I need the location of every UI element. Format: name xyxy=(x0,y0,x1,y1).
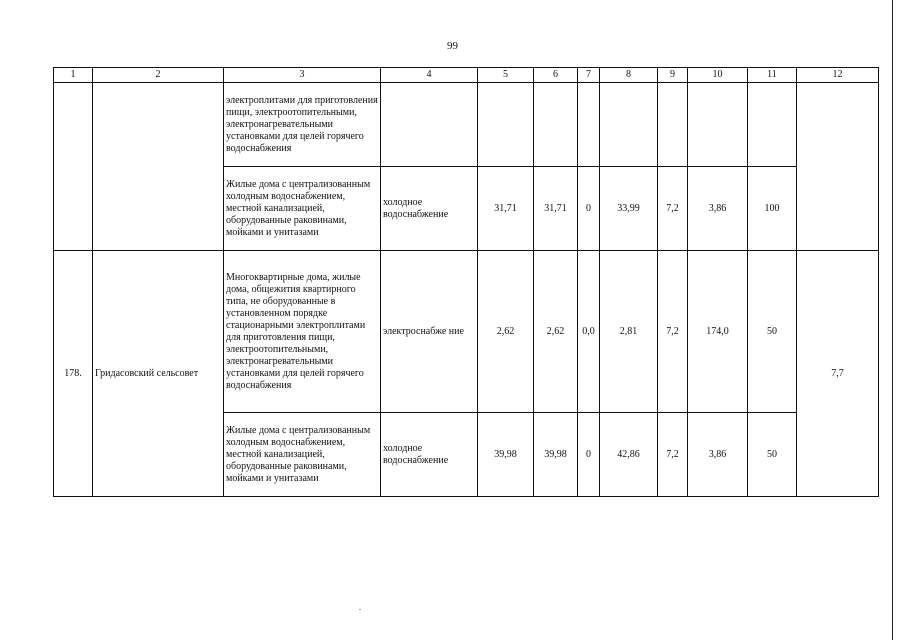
value-cell xyxy=(600,83,658,167)
column-header: 5 xyxy=(478,68,534,83)
value-cell: 0 xyxy=(578,167,600,251)
municipality-cell xyxy=(93,83,224,251)
value-cell: 33,99 xyxy=(600,167,658,251)
column-header: 3 xyxy=(224,68,381,83)
value-cell xyxy=(578,83,600,167)
value-cell: 100 xyxy=(748,167,797,251)
value-cell xyxy=(478,83,534,167)
value-cell: 0 xyxy=(578,413,600,497)
column-header: 1 xyxy=(54,68,93,83)
value-cell: 7,2 xyxy=(658,413,688,497)
value-cell xyxy=(534,83,578,167)
column-header: 11 xyxy=(748,68,797,83)
service-cell: холодное водоснабжение xyxy=(381,413,478,497)
column-header: 9 xyxy=(658,68,688,83)
row-number-cell: 178. xyxy=(54,251,93,497)
col12-cell: 7,7 xyxy=(797,251,879,497)
value-cell xyxy=(658,83,688,167)
value-cell: 2,62 xyxy=(534,251,578,413)
housing-type-cell: электроплитами для приготовления пищи, электроотопительными, электронагревательными установками для целей горячего водоснабжения xyxy=(224,83,381,167)
value-cell: 31,71 xyxy=(478,167,534,251)
table-row xyxy=(54,251,879,413)
table-row xyxy=(54,83,879,167)
service-cell: холодное водоснабжение xyxy=(381,167,478,251)
column-header: 7 xyxy=(578,68,600,83)
service-cell: электроснабже ние xyxy=(381,251,478,413)
page-edge-line xyxy=(892,0,893,640)
value-cell: 0,0 xyxy=(578,251,600,413)
value-cell xyxy=(688,83,748,167)
municipality-cell: Гридасовский сельсовет xyxy=(93,251,224,497)
page-number: 99 xyxy=(447,40,458,52)
value-cell: 3,86 xyxy=(688,167,748,251)
column-header: 12 xyxy=(797,68,879,83)
housing-type-cell: Многоквартирные дома, жилые дома, общежития квартирного типа, не оборудованные в установленном порядке стационарными электроплитами для приготовления пищи, электроотопительными, электронагревательными установками для целей горячего водоснабжения xyxy=(224,251,381,413)
value-cell: 50 xyxy=(748,413,797,497)
service-cell xyxy=(381,83,478,167)
value-cell: 39,98 xyxy=(534,413,578,497)
value-cell: 174,0 xyxy=(688,251,748,413)
housing-type-cell: Жилые дома с централизованным холодным водоснабжением, местной канализацией, оборудованные раковинами, мойками и унитазами xyxy=(224,167,381,251)
column-header: 2 xyxy=(93,68,224,83)
value-cell: 7,2 xyxy=(658,251,688,413)
value-cell: 31,71 xyxy=(534,167,578,251)
value-cell: 7,2 xyxy=(658,167,688,251)
value-cell: 42,86 xyxy=(600,413,658,497)
column-header: 10 xyxy=(688,68,748,83)
row-number-cell xyxy=(54,83,93,251)
value-cell: 39,98 xyxy=(478,413,534,497)
value-cell: 3,86 xyxy=(688,413,748,497)
column-number-row xyxy=(54,68,879,83)
data-table xyxy=(53,67,879,497)
column-header: 8 xyxy=(600,68,658,83)
scan-speck xyxy=(359,609,361,610)
housing-type-cell: Жилые дома с централизованным холодным водоснабжением, местной канализацией, оборудованные раковинами, мойками и унитазами xyxy=(224,413,381,497)
value-cell: 2,62 xyxy=(478,251,534,413)
column-header: 4 xyxy=(381,68,478,83)
column-header: 6 xyxy=(534,68,578,83)
col12-cell xyxy=(797,83,879,251)
value-cell: 2,81 xyxy=(600,251,658,413)
value-cell: 50 xyxy=(748,251,797,413)
value-cell xyxy=(748,83,797,167)
